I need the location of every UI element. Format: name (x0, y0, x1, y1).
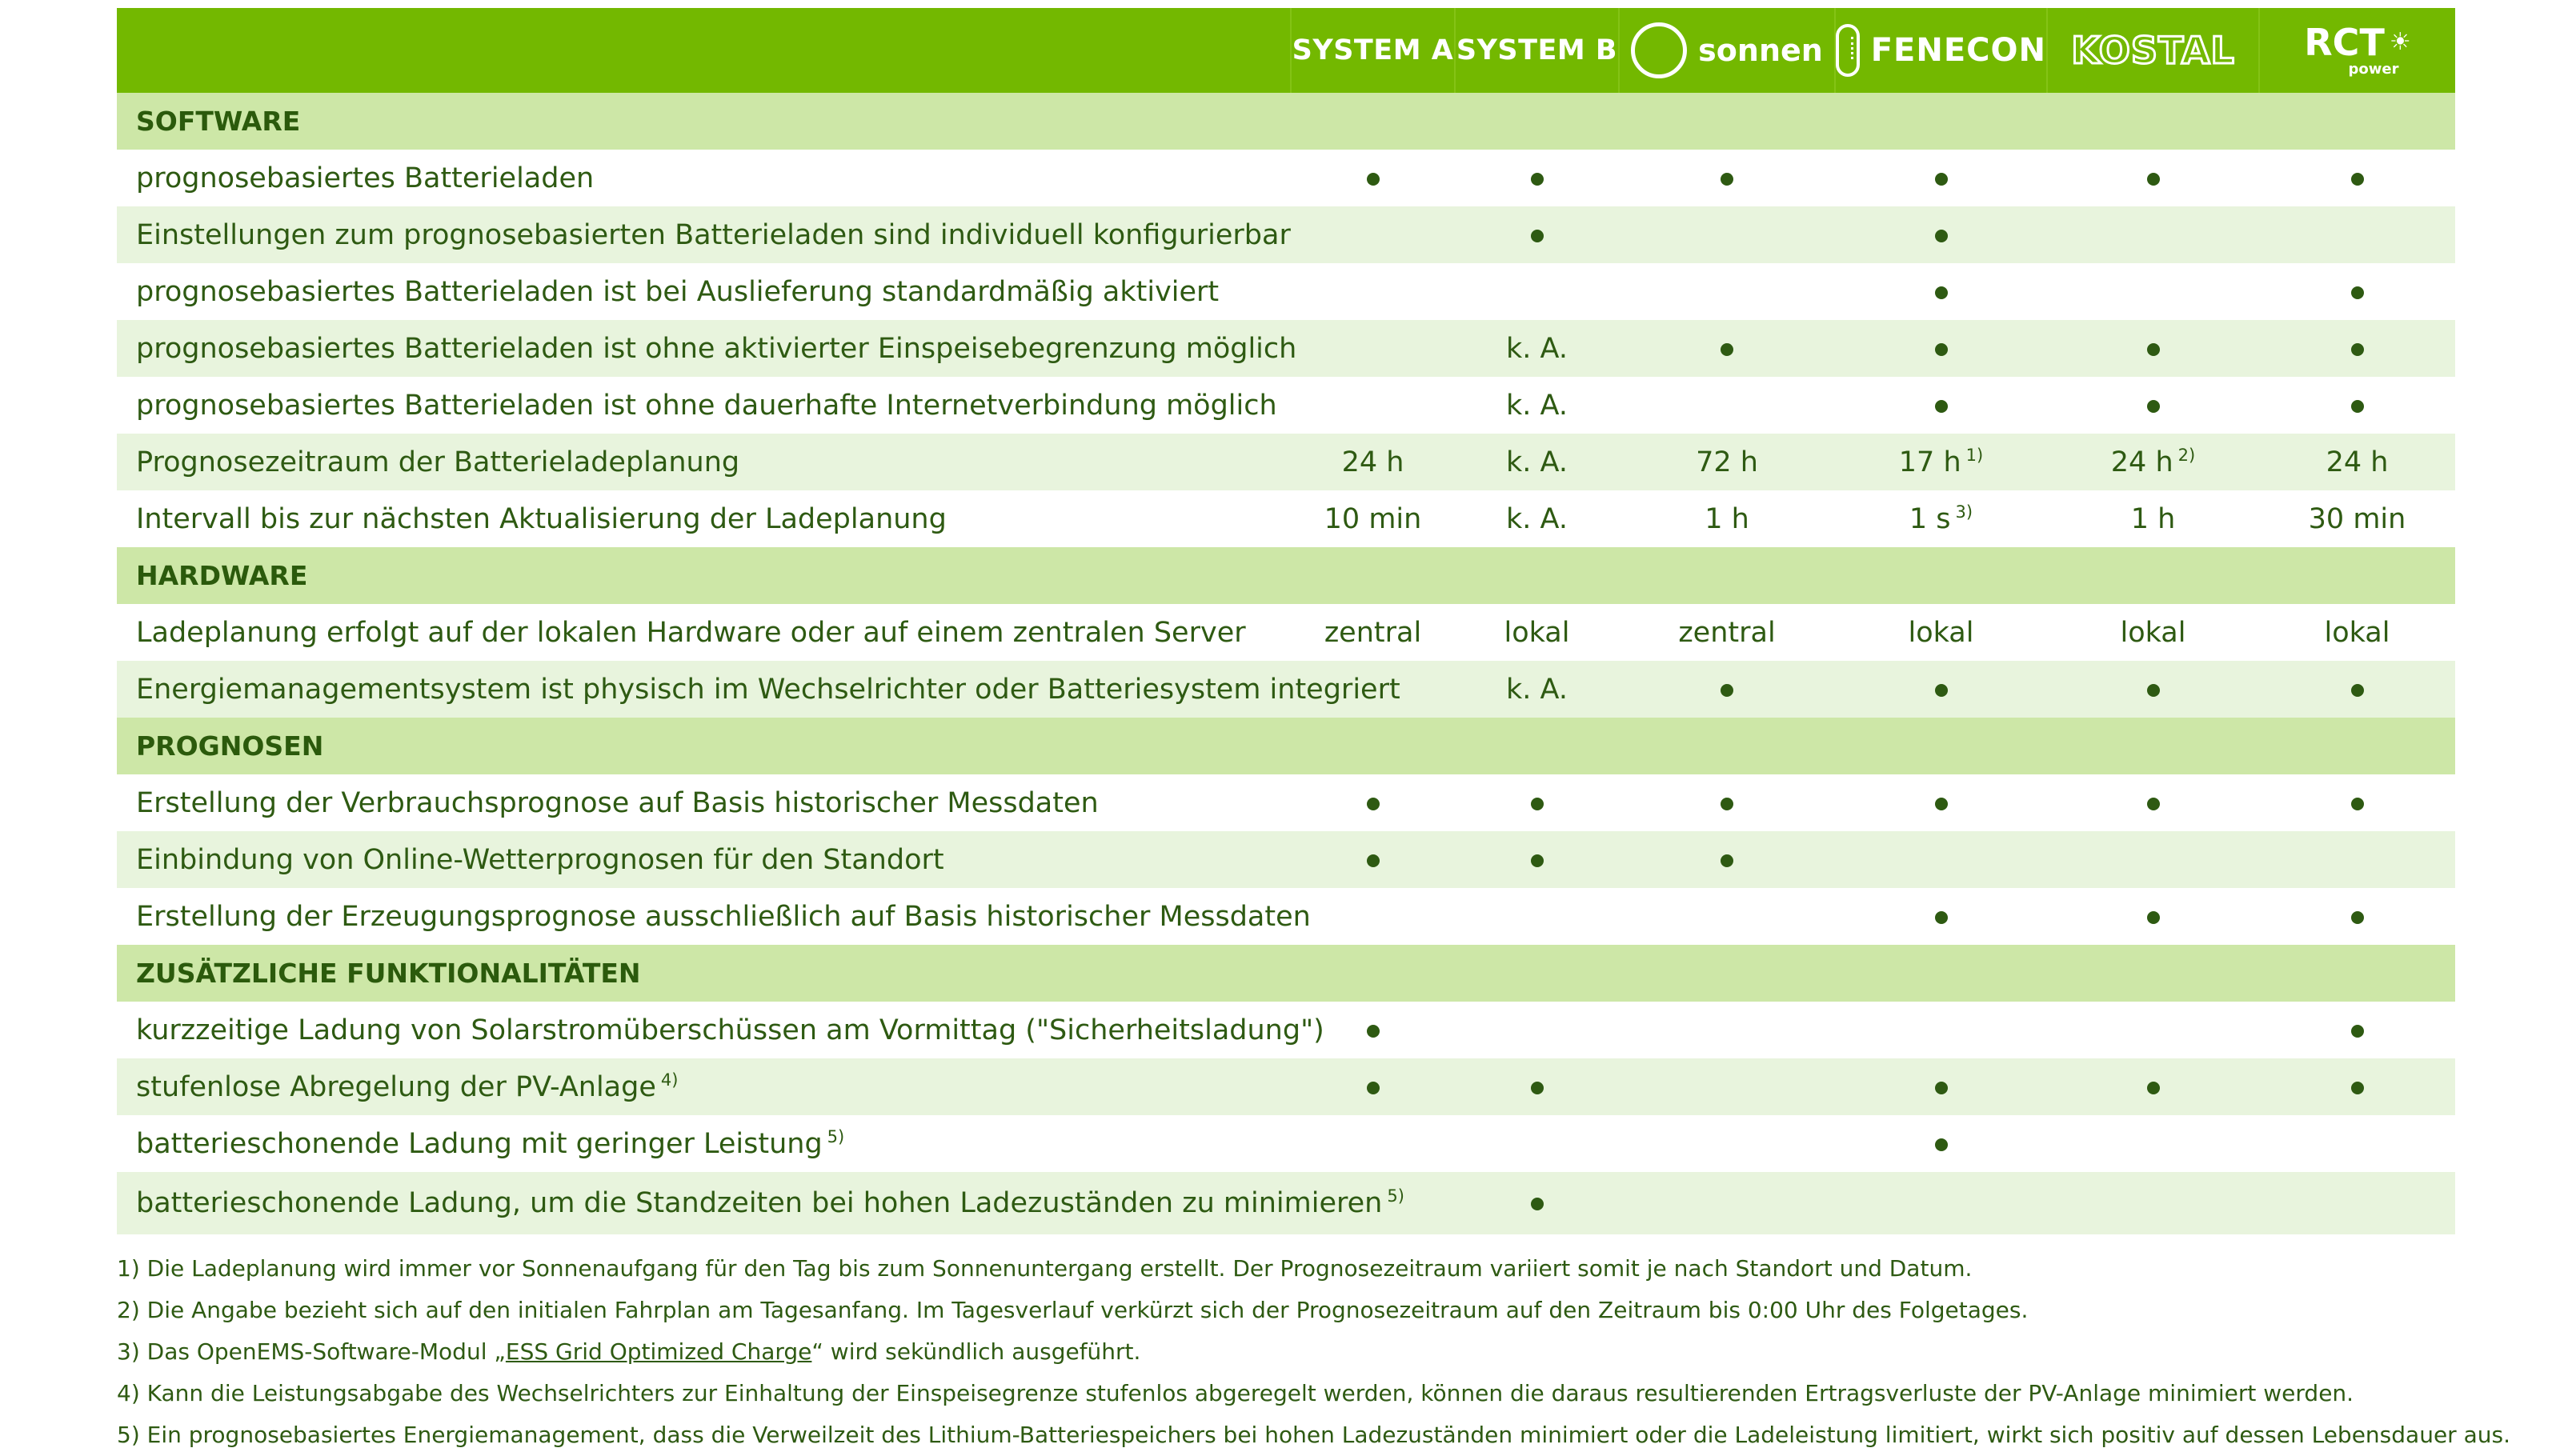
row-label: prognosebasiertes Batterieladen ist ohne aktivierter Einspeisebegrenzung möglich (136, 332, 1297, 365)
checkmark-dot (2351, 173, 2364, 186)
table-row (117, 831, 2455, 888)
checkmark-dot (1367, 1025, 1380, 1038)
row-label: Erstellung der Erzeugungsprognose ausschließlich auf Basis historischer Messdaten (136, 900, 1311, 933)
header-row (117, 8, 2455, 93)
rct-logo (2260, 21, 2455, 78)
cell-value-with-footnote (2047, 434, 2259, 490)
checkmark-dot (2351, 911, 2364, 924)
table-row (117, 320, 2455, 377)
checkmark-dot (1935, 798, 1948, 810)
footnote-3-prefix: 3) Das OpenEMS-Software-Modul „ (117, 1338, 506, 1365)
checkmark-dot (2351, 400, 2364, 413)
footnotes (117, 1248, 2510, 1456)
footnote-mark: 4) (660, 1070, 679, 1090)
cell-value: 72 h (1696, 446, 1758, 478)
table-row (117, 377, 2455, 434)
table-row (117, 150, 2455, 206)
footnote-4: 4) Kann die Leistungsabgabe des Wechselrichters zur Einhaltung der Einspeisegrenze stufenlos abgeregelt werden, können die daraus resultierenden Ertragsverluste der PV-Anlage minimiert werden. (117, 1380, 2354, 1406)
section-row (117, 93, 2455, 150)
cell-value: 1 h (2130, 502, 2176, 535)
checkmark-dot (1935, 343, 1948, 356)
header-sonnen (1619, 8, 1835, 93)
row-label: Einbindung von Online-Wetterprognosen für den Standort (136, 843, 944, 876)
rct-sun-icon: ☀ (2389, 28, 2411, 56)
cell-value: 1 h (1705, 502, 1749, 535)
row-label: Prognosezeitraum der Batterieladeplanung (136, 446, 740, 478)
cell-value: k. A. (1506, 502, 1568, 535)
table-row (117, 206, 2455, 263)
table-row (117, 263, 2455, 320)
checkmark-dot (2147, 684, 2160, 697)
cell-value: 10 min (1324, 502, 1422, 535)
header-rct (2259, 8, 2455, 93)
checkmark-dot (1935, 1082, 1948, 1094)
header-system-a (1291, 8, 1455, 93)
checkmark-dot (1935, 230, 1948, 242)
comparison-table (117, 8, 2455, 1234)
section-title: ZUSÄTZLICHE FUNKTIONALITÄTEN (136, 958, 641, 989)
cell-value-with-footnote (1835, 490, 2047, 547)
row-label: prognosebasiertes Batterieladen (136, 162, 595, 194)
cell-value: lokal (2324, 616, 2390, 649)
cell-value: 24 h (2326, 446, 2389, 478)
cell-value: 17 h (1898, 446, 1961, 478)
checkmark-dot (2147, 798, 2160, 810)
checkmark-dot (1367, 854, 1380, 867)
checkmark-dot (1935, 286, 1948, 299)
row-label: batterieschonende Ladung, um die Standzeiten bei hohen Ladezuständen zu minimieren (136, 1187, 1383, 1219)
table-row (117, 1115, 2455, 1172)
footnote-mark: 2) (2177, 445, 2196, 465)
footnote-mark: 1) (1965, 445, 1984, 465)
kostal-wordmark: KOSTAL (2071, 29, 2235, 72)
row-label: Intervall bis zur nächsten Aktualisierung der Ladeplanung (136, 502, 947, 535)
sonnen-logo (1620, 22, 1834, 78)
checkmark-dot (2351, 286, 2364, 299)
table-row (117, 604, 2455, 661)
table-row (117, 1172, 2455, 1234)
checkmark-dot (2147, 400, 2160, 413)
footnote-mark: 3) (1955, 502, 1973, 522)
checkmark-dot (1367, 1082, 1380, 1094)
checkmark-dot (1935, 400, 1948, 413)
checkmark-dot (1531, 230, 1544, 242)
row-label: Einstellungen zum prognosebasierten Batterieladen sind individuell konfigurierbar (136, 218, 1291, 251)
sonnen-wordmark: sonnen (1698, 33, 1823, 68)
table-row (117, 661, 2455, 718)
cell-value-with-footnote (1835, 434, 2047, 490)
checkmark-dot (1531, 854, 1544, 867)
checkmark-dot (1721, 798, 1733, 810)
section-title: SOFTWARE (136, 106, 301, 137)
fenecon-logo (1836, 24, 2046, 77)
row-label: prognosebasiertes Batterieladen ist ohne dauerhafte Internetverbindung möglich (136, 389, 1277, 422)
openems-module-link[interactable]: ESS Grid Optimized Charge (505, 1338, 812, 1365)
footnote-mark: 5) (827, 1126, 845, 1146)
footnote-2: 2) Die Angabe bezieht sich auf den initialen Fahrplan am Tagesanfang. Im Tagesverlauf verkürzt sich der Prognosezeitraum auf den Zeitraum bis 0:00 Uhr des Folgetages. (117, 1297, 2029, 1323)
rct-wordmark: RCT (2304, 21, 2385, 64)
section-row (117, 718, 2455, 774)
checkmark-dot (1721, 343, 1733, 356)
checkmark-dot (1935, 173, 1948, 186)
checkmark-dot (1935, 911, 1948, 924)
cell-value: lokal (1504, 616, 1570, 649)
row-label: stufenlose Abregelung der PV-Anlage (136, 1070, 656, 1103)
row-label: Ladeplanung erfolgt auf der lokalen Hardware oder auf einem zentralen Server (136, 616, 1246, 649)
cell-value: k. A. (1506, 446, 1568, 478)
header-kostal (2047, 8, 2259, 93)
table-row (117, 774, 2455, 831)
row-label: Energiemanagementsystem ist physisch im Wechselrichter oder Batteriesystem integriert (136, 673, 1400, 706)
checkmark-dot (1367, 173, 1380, 186)
checkmark-dot (1531, 798, 1544, 810)
footnote-1: 1) Die Ladeplanung wird immer vor Sonnenaufgang für den Tag bis zum Sonnenuntergang erstellt. Der Prognosezeitraum variiert somit je nach Standort und Datum. (117, 1255, 1973, 1282)
section-row (117, 547, 2455, 604)
cell-value: zentral (1324, 616, 1422, 649)
checkmark-dot (1531, 1198, 1544, 1210)
system-a-label: SYSTEM A (1292, 34, 1454, 66)
section-row (117, 945, 2455, 1002)
section-title: HARDWARE (136, 560, 308, 591)
checkmark-dot (1935, 684, 1948, 697)
cell-value: 30 min (2308, 502, 2406, 535)
cell-value: zentral (1678, 616, 1776, 649)
checkmark-dot (2351, 684, 2364, 697)
checkmark-dot (2351, 343, 2364, 356)
footnote-5: 5) Ein prognosebasiertes Energiemanagement, dass die Verweilzeit des Lithium-Batteriespeichers bei hohen Ladezuständen minimiert oder die Ladeleistung limitiert, wirkt sich positiv auf dessen Lebensdauer aus. (117, 1422, 2510, 1448)
checkmark-dot (2147, 343, 2160, 356)
checkmark-dot (2147, 1082, 2160, 1094)
section-title: PROGNOSEN (136, 730, 324, 762)
row-label: kurzzeitige Ladung von Solarstromüberschüssen am Vormittag ("Sicherheitsladung") (136, 1014, 1324, 1046)
header-fenecon (1835, 8, 2047, 93)
fenecon-device-icon (1836, 24, 1860, 77)
footnote-3-suffix: “ wird sekündlich ausgeführt. (811, 1338, 1141, 1365)
cell-value: k. A. (1506, 332, 1568, 365)
checkmark-dot (1721, 684, 1733, 697)
table-row (117, 888, 2455, 945)
checkmark-dot (1531, 1082, 1544, 1094)
cell-value: k. A. (1506, 673, 1568, 706)
header-system-b (1455, 8, 1619, 93)
table-row (117, 434, 2455, 490)
row-label: batterieschonende Ladung mit geringer Leistung (136, 1127, 823, 1160)
rct-subtitle: power (2348, 61, 2399, 78)
checkmark-dot (2351, 1082, 2364, 1094)
footnote-3 (117, 1331, 2486, 1373)
kostal-logo (2048, 29, 2258, 72)
row-label-with-footnote (117, 1172, 1404, 1234)
cell-value: 1 s (1909, 502, 1951, 535)
footnote-mark: 5) (1387, 1186, 1404, 1206)
checkmark-dot (2147, 911, 2160, 924)
table-row (117, 1002, 2455, 1058)
table-row (117, 490, 2455, 547)
cell-value: 24 h (2110, 446, 2173, 478)
system-b-label: SYSTEM B (1456, 34, 1618, 66)
checkmark-dot (2351, 1025, 2364, 1038)
cell-value: k. A. (1506, 389, 1568, 422)
checkmark-dot (1935, 1138, 1948, 1151)
cell-value: 24 h (1341, 446, 1404, 478)
checkmark-dot (1721, 854, 1733, 867)
cell-value: lokal (2120, 616, 2186, 649)
checkmark-dot (2351, 798, 2364, 810)
checkmark-dot (1367, 798, 1380, 810)
row-label: Erstellung der Verbrauchsprognose auf Basis historischer Messdaten (136, 786, 1099, 819)
row-label-with-footnote (117, 1058, 1291, 1115)
cell-value: lokal (1908, 616, 1974, 649)
checkmark-dot (1531, 173, 1544, 186)
row-label: prognosebasiertes Batterieladen ist bei Auslieferung standardmäßig aktiviert (136, 275, 1220, 308)
fenecon-wordmark: FENECON (1870, 32, 2046, 69)
checkmark-dot (2147, 173, 2160, 186)
table-row (117, 1058, 2455, 1115)
row-label-with-footnote (117, 1115, 1291, 1172)
sonnen-ring-icon (1631, 22, 1687, 78)
header-label-cell (117, 8, 1291, 93)
checkmark-dot (1721, 173, 1733, 186)
